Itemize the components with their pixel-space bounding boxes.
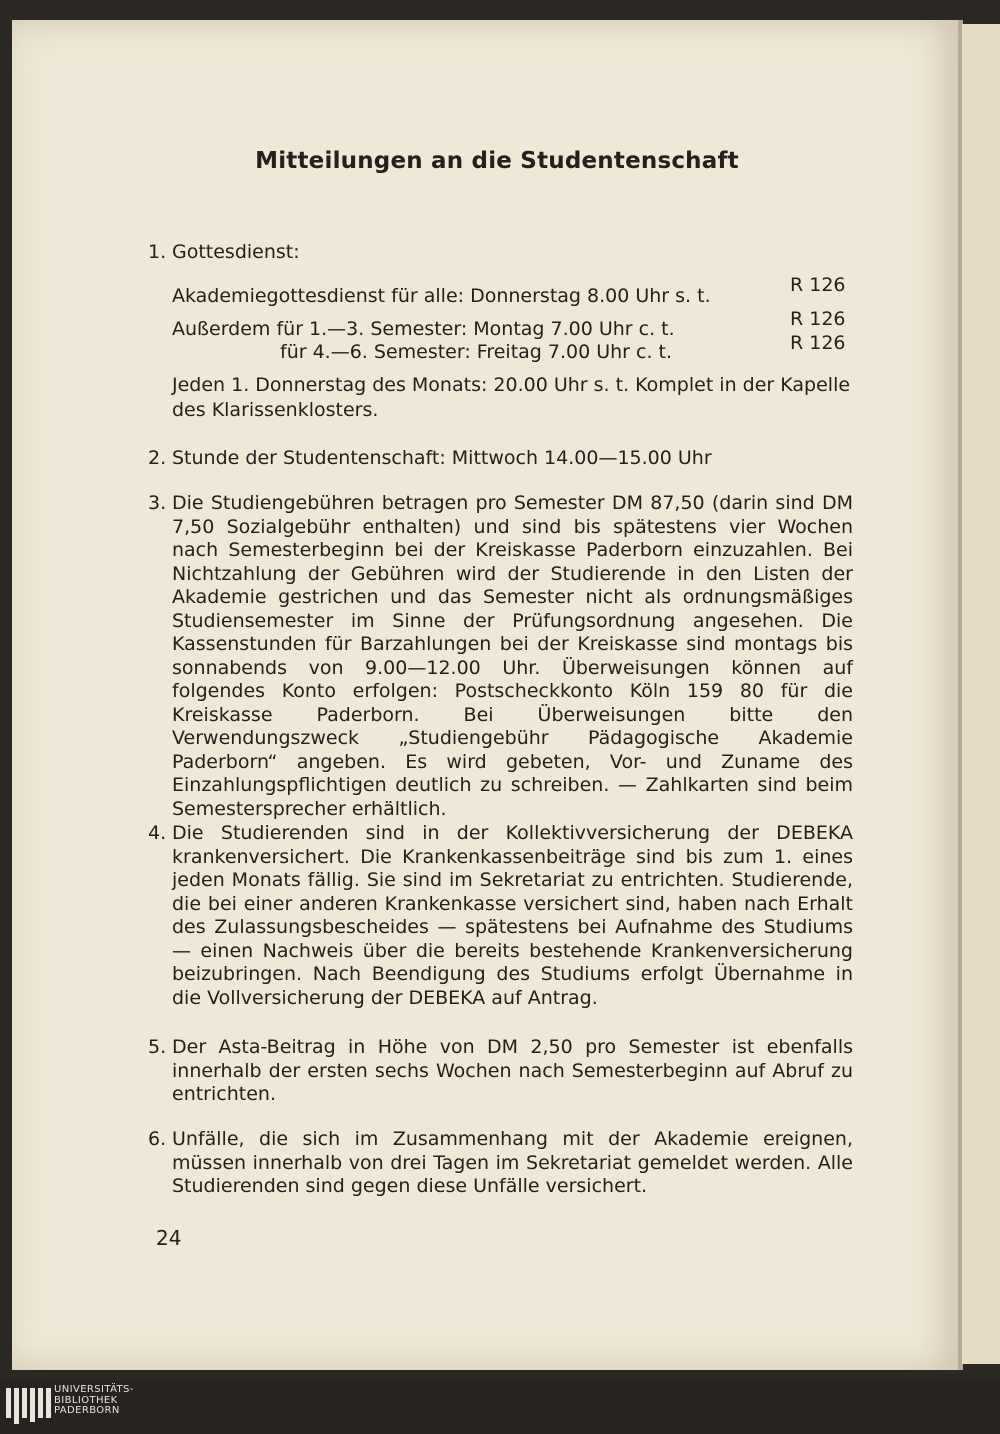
library-name-line3: PADERBORN (54, 1405, 120, 1416)
section-3 (148, 492, 853, 821)
section-4-text: Die Studierenden sind in der Kollektivversicherung der DEBEKA krankenversichert. Die Krankenkassenbeiträge sind bis zum 1. eines jeden Monats fällig. Sie sind im Sekretariat zu entrichten. Studierende, die bei einer anderen Krankenkasse versichert sind, haben nach Erhalt des Zulassungsbescheides — spätestens bei Aufnahme des Studiums — einen Nachweis über die bereits bestehende Krankenversicherung beizubringen. Nach Beendigung des Studiums erfolgt Übernahme in die Vollversicherung der DEBEKA auf Antrag. (172, 822, 853, 1009)
library-logo-icon (6, 1388, 51, 1424)
room-label: R 126 (790, 308, 846, 330)
section-2-number: 2. (148, 447, 167, 469)
section-4-number: 4. (148, 822, 167, 844)
section-6-text: Unfälle, die sich im Zusammenhang mit der Akademie ereignen, müssen innerhalb von drei Tagen im Sekretariat gemeldet werden. Alle Studierenden sind gegen diese Unfälle versichert. (172, 1128, 853, 1197)
section-5 (148, 1036, 853, 1107)
library-footer (0, 1380, 1000, 1434)
section-3-number: 3. (148, 492, 167, 514)
service-line-all: Akademiegottesdienst für alle: Donnerstag 8.00 Uhr s. t. (172, 285, 711, 307)
service-line-sem4-6: für 4.—6. Semester: Freitag 7.00 Uhr c. t. (280, 341, 673, 363)
section-1-number: 1. (148, 241, 167, 263)
library-name-line2: BIBLIOTHEK (54, 1394, 118, 1406)
section-4 (148, 822, 853, 1010)
section-2-text: Stunde der Studentenschaft: Mittwoch 14.00—15.00 Uhr (172, 447, 712, 469)
section-6-number: 6. (148, 1128, 167, 1150)
room-label: R 126 (790, 332, 846, 354)
room-label: R 126 (790, 274, 846, 296)
komplet-line-cont: des Klarissenklosters. (172, 399, 379, 421)
facing-page-edge (962, 24, 1000, 1364)
section-3-text: Die Studiengebühren betragen pro Semester DM 87,50 (darin sind DM 7,50 Sozialgebühr enthalten) und sind bis spätestens vier Wochen nach Semesterbeginn bei der Kreiskasse Paderborn einzuzahlen. Bei Nichtzahlung der Gebühren wird der Studierende in den Listen der Akademie gestrichen und das Semester nicht als ordnungsmäßiges Studiensemester im Sinne der Prüfungsordnung angesehen. Die Kassenstunden für Barzahlungen bei der Kreiskasse sind montags bis sonnabends von 9.00—12.00 Uhr. Überweisungen können auf folgendes Konto erfolgen: Postscheckkonto Köln 159 80 für die Kreiskasse Paderborn. Bei Überweisungen bitte den Verwendungszweck „Studiengebühr Pädagogische Akademie Paderborn“ angeben. Es wird gebeten, Vor- und Zuname des Einzahlungspflichtigen deutlich zu schreiben. — Zahlkarten sind beim Semestersprecher erhältlich. (172, 492, 853, 820)
library-name-line1: UNIVERSITÄTS- (54, 1384, 134, 1395)
section-1-heading: Gottesdienst: (172, 241, 300, 263)
service-line-sem1-3: Außerdem für 1.—3. Semester: Montag 7.00 Uhr c. t. (172, 318, 675, 340)
page-number: 24 (156, 1226, 182, 1250)
library-name (54, 1385, 134, 1417)
section-5-text: Der Asta-Beitrag in Höhe von DM 2,50 pro Semester ist ebenfalls innerhalb der ersten sechs Wochen nach Semesterbeginn auf Abruf zu entrichten. (172, 1036, 853, 1105)
komplet-line: Jeden 1. Donnerstag des Monats: 20.00 Uhr s. t. Komplet in der Kapelle (172, 374, 851, 396)
page-title: Mitteilungen an die Studentenschaft (255, 148, 739, 174)
section-6 (148, 1128, 853, 1199)
section-5-number: 5. (148, 1036, 167, 1058)
